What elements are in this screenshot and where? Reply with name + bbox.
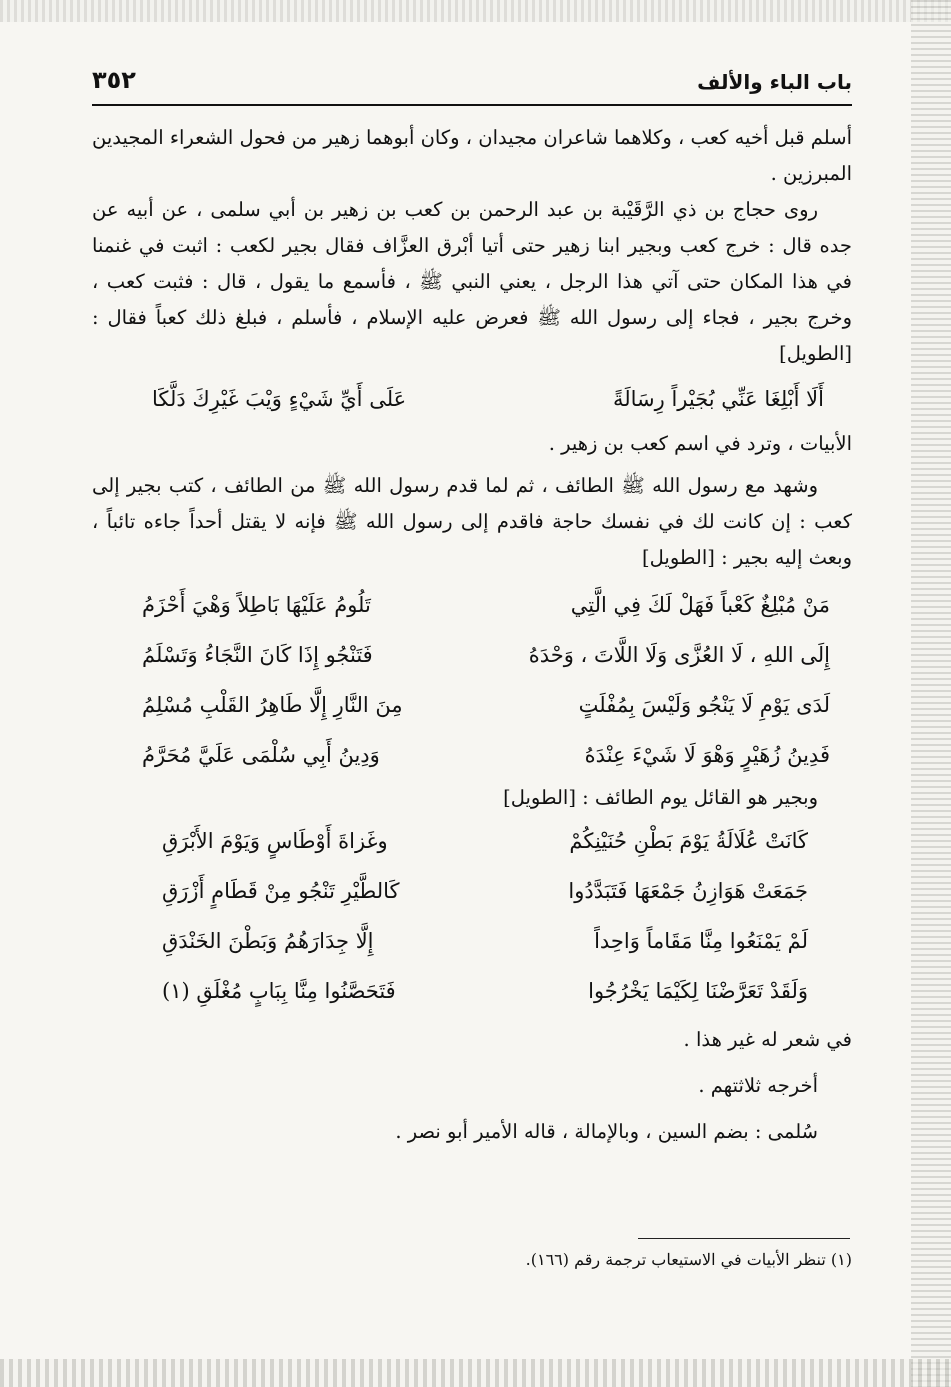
first-hemistich: وَلَقَدْ تَعَرَّضْنَا لِكَيْمَا يَخْرُجُوا — [588, 979, 808, 1003]
second-hemistich: كَالطَّيْرِ تَنْجُو مِنْ قَطَامٍ أَزْرَقِ — [162, 879, 400, 903]
first-hemistich: فَدِينُ زُهَيْرٍ وَهْوَ لَا شَيْءَ عِنْدَهُ — [584, 743, 830, 767]
first-hemistich: مَنْ مُبْلِغٌ كَعْباً فَهَلْ لَكَ فِي الَّتِي — [570, 593, 830, 617]
verse-line — [162, 966, 808, 1016]
poem — [92, 374, 852, 424]
running-header — [92, 66, 852, 106]
paragraph: أسلم قبل أخيه كعب ، وكلاهما شاعران مجيدان ، وكان أبوهما زهير من فحول الشعراء المجيدين المبرزين . — [92, 126, 852, 185]
verse-line — [142, 680, 830, 730]
scan-edge-right — [911, 0, 951, 1387]
paragraph: الأبيات ، وترد في اسم كعب بن زهير . — [548, 432, 852, 455]
paragraph-text: روى حجاج بن ذي الرَّقَيْبة بن عبد الرحمن بن كعب بن زهير بن أبي سلمى ، عن أبيه عن جده قال : خرج كعب وبجير ابنا زهير حتى أتيا أبْرق العزَّاف فقال بجير لكعب : اثبت في غنمنا في هذا المكان حتى آتي هذا الرجل ، يعني النبي ﷺ ، فأسمع ما يقول ، قال : فثبت كعب ، وخرج بجير ، فجاء إلى رسول الله ﷺ فعرض عليه الإسلام ، فأسلم ، فبلغ ذلك كعباً فقال : — [92, 198, 852, 329]
second-hemistich: وغَزاةَ أَوْطَاسٍ وَيَوْمَ الأَبْرَقِ — [162, 829, 388, 853]
page-number: ٣٥٢ — [92, 66, 136, 94]
second-hemistich: مِنَ النَّارِ إِلَّا طَاهِرُ القَلْبِ مُسْلِمُ — [142, 693, 403, 717]
second-hemistich: وَدِينُ أَبِي سُلْمَى عَلَيَّ مُحَرَّمُ — [142, 743, 380, 767]
paragraph: أخرجه ثلاثتهم . — [698, 1074, 818, 1097]
paragraph — [92, 780, 852, 816]
paragraph-text: وبجير هو القائل يوم الطائف : — [582, 786, 818, 809]
verse-line — [162, 816, 808, 866]
paragraph: سُلمى : بضم السين ، وبالإمالة ، قاله الأمير أبو نصر . — [395, 1120, 818, 1143]
footnote-rule — [638, 1238, 850, 1239]
footnote: (١) تنظر الأبيات في الاستيعاب ترجمة رقم (١٦٦). — [525, 1250, 852, 1269]
first-hemistich: كَانَتْ عُلَالَةُ يَوْمَ بَطْنِ حُنَيْنِكُمْ — [569, 829, 808, 853]
first-hemistich: لَمْ يَمْنَعُوا مِنَّا مَقَاماً وَاحِداً — [594, 929, 808, 953]
chapter-title: باب الباء والألف — [697, 70, 852, 94]
verse-line — [152, 374, 824, 424]
verse-line — [142, 730, 830, 780]
first-hemistich: إِلَى اللهِ ، لَا العُزَّى وَلَا اللَّاتَ ، وَحْدَهُ — [528, 643, 830, 667]
second-hemistich: فَتَنْجُو إِذَا كَانَ النَّجَاءُ وَتَسْلَمُ — [142, 643, 373, 667]
first-hemistich: جَمَعَتْ هَوَازِنُ جَمْعَهَا فَتَبَدَّدُوا — [568, 879, 808, 903]
second-hemistich: تَلُومُ عَلَيْهَا بَاطِلاً وَهْيَ أَحْزَمُ — [142, 593, 371, 617]
meter-label: [الطويل] — [779, 342, 852, 365]
paragraph — [92, 468, 852, 576]
verse-line — [162, 866, 808, 916]
second-hemistich: عَلَى أَيِّ شَيْءٍ وَيْبَ غَيْرِكَ دَلَّكَا — [152, 387, 407, 411]
verse-line — [162, 916, 808, 966]
first-hemistich: أَلَا أَبْلِغَا عَنِّي بُجَيْراً رِسَالَةً — [613, 387, 824, 411]
poem — [92, 580, 852, 780]
poem — [92, 816, 852, 1016]
paragraph: في شعر له غير هذا . — [683, 1028, 852, 1051]
scan-edge-bottom — [0, 1359, 951, 1387]
scan-edge-top — [0, 0, 951, 22]
second-hemistich: فَتَحَصَّنُوا مِنَّا بِبَابٍ مُغْلَقِ (١) — [162, 979, 396, 1003]
second-hemistich: إِلَّا جِدَارَهُمُ وَبَطْنَ الخَنْدَقِ — [162, 929, 374, 953]
body-text — [92, 120, 852, 1150]
book-page — [92, 66, 852, 1150]
paragraph — [92, 192, 852, 372]
paragraph-text: وشهد مع رسول الله ﷺ الطائف ، ثم لما قدم رسول الله ﷺ من الطائف ، كتب بجير إلى كعب : إن كانت لك في نفسك حاجة فاقدم إلى رسول الله ﷺ فإنه لا يقتل أحداً جاءه تائباً ، وبعث إليه بجير : — [92, 474, 852, 569]
meter-label: [الطويل] — [503, 786, 576, 809]
first-hemistich: لَدَى يَوْمِ لَا يَنْجُو وَلَيْسَ بِمُفْلَتٍ — [578, 693, 830, 717]
verse-line — [142, 580, 830, 630]
meter-label: [الطويل] — [642, 546, 715, 569]
verse-line — [142, 630, 830, 680]
